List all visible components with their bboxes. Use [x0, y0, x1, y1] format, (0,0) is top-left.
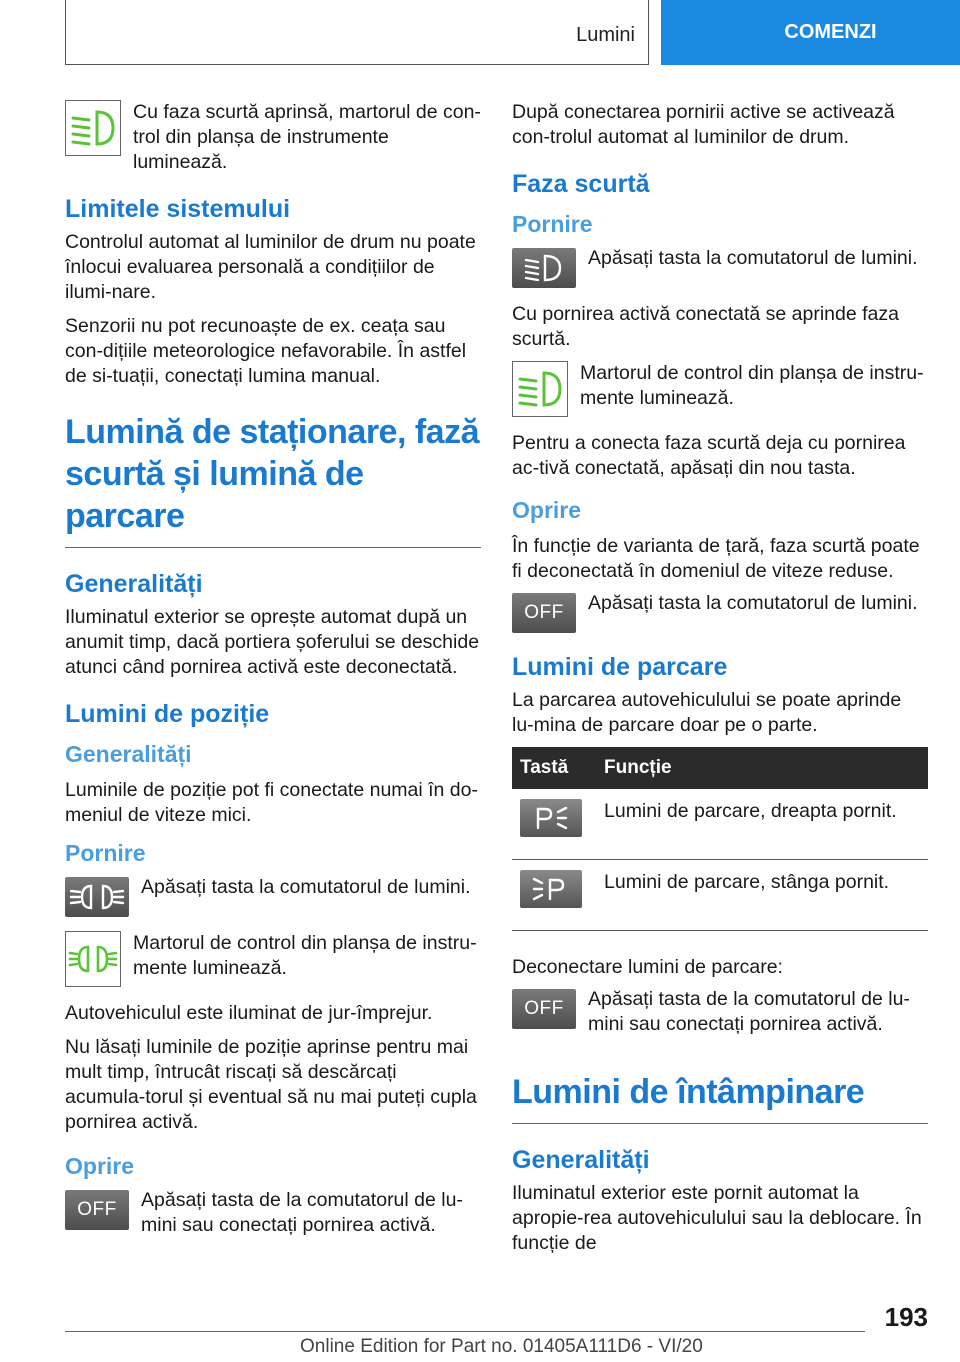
right-intro-paragraph: După conectarea pornirii active se activează con-trolul automat al luminilor de drum. [512, 101, 895, 148]
position-off-text: Apăsați tasta de la comutatorul de lu-mini sau conectați pornirea activă. [141, 1189, 463, 1236]
lowbeam-indicator-icon [65, 100, 121, 156]
lowbeam-heading: Faza scurtă [512, 170, 650, 198]
lowbeam-indicator-text-right: Martorul de control din planșa de instru-mente luminează. [580, 362, 924, 409]
page-number: 193 [884, 1302, 928, 1332]
lowbeam-on-button-row [512, 248, 928, 288]
position-indicator-icon [65, 931, 121, 987]
lowbeam-paragraph-2: Pentru a conecta faza scurtă deja cu pornirea ac-tivă conectată, apăsați din nou tasta. [512, 432, 906, 479]
parking-off-text: Apăsați tasta de la comutatorul de lu-mini sau conectați pornirea activă. [588, 988, 910, 1035]
right-column [512, 100, 928, 1265]
lowbeam-on-button-text: Apăsați tasta la comutatorul de lumini. [588, 247, 918, 269]
lowbeam-off-row [512, 593, 928, 633]
lowbeam-button-icon [512, 248, 576, 288]
position-general-heading: Generalități [65, 741, 192, 767]
lowbeam-indicator-text: Cu faza scurtă aprinsă, martorul de con-trol din planșa de instrumente luminează. [133, 101, 481, 173]
limits-heading: Limitele sistemului [65, 195, 291, 223]
lowbeam-on-heading: Pornire [512, 211, 593, 237]
welcome-paragraph: Iluminatul exterior este pornit automat la apropie-rea autovehiculului sau la deblocare. În funcție de [512, 1182, 922, 1254]
footer-divider [65, 1331, 865, 1332]
header-tab [65, 0, 649, 65]
lowbeam-off-heading: Oprire [512, 497, 582, 523]
table-row [512, 860, 928, 931]
table-cell-function: Lumini de parcare, stânga pornit. [596, 860, 928, 931]
parking-off-row [512, 989, 928, 1037]
position-on-button-row [65, 877, 481, 917]
position-indicator-row [65, 931, 481, 987]
table-header-function: Funcție [596, 747, 928, 789]
position-on-paragraph-1: Autovehiculul este iluminat de jur-împrejur. [65, 1002, 433, 1024]
lowbeam-indicator-row-right [512, 361, 928, 417]
parking-paragraph: La parcarea autovehiculului se poate aprinde lu-mina de parcare doar pe o parte. [512, 689, 902, 736]
left-column [65, 100, 481, 1252]
position-lights-heading: Lumini de poziție [65, 700, 270, 728]
welcome-general-heading: Generalități [512, 1146, 650, 1174]
limits-paragraph-1: Controlul automat al luminilor de drum nu poate înlocui evaluarea personală a condițiilor de ilumi-nare. [65, 231, 476, 303]
header-chapter: COMENZI [661, 0, 960, 65]
off-button-icon: OFF [512, 593, 576, 633]
parking-keys-table [512, 747, 928, 931]
footer-edition: Online Edition for Part no. 01405A111D6 - VI/20 [300, 1336, 703, 1357]
lowbeam-indicator-icon-right [512, 361, 568, 417]
table-cell-function: Lumini de parcare, dreapta pornit. [596, 789, 928, 860]
general-paragraph: Iluminatul exterior se oprește automat după un anumit timp, dacă portiera șoferului se deschide atunci când pornirea activă este deconectată. [65, 606, 480, 678]
position-on-paragraph-2: Nu lăsați luminile de poziție aprinse pentru mai mult timp, întrucât riscați să descărcați acumula-torul și eventual să nu mai puteți cupla pornirea activă. [65, 1036, 477, 1133]
position-on-button-text: Apăsați tasta la comutatorul de lumini. [141, 876, 471, 898]
position-indicator-text: Martorul de control din planșa de instru-mente luminează. [133, 932, 477, 979]
lowbeam-indicator-row [65, 100, 481, 175]
welcome-lights-heading: Lumini de întâmpinare [512, 1071, 928, 1124]
position-on-heading: Pornire [65, 840, 146, 866]
table-row [512, 789, 928, 860]
position-off-row [65, 1190, 481, 1238]
lowbeam-off-text: Apăsați tasta la comutatorul de lumini. [588, 592, 918, 614]
off-button-icon: OFF [512, 989, 576, 1029]
general-heading: Generalități [65, 570, 203, 598]
parking-lights-heading: Lumini de parcare [512, 653, 728, 681]
position-off-heading: Oprire [65, 1153, 135, 1179]
off-button-icon: OFF [65, 1190, 129, 1230]
limits-paragraph-2: Senzorii nu pot recunoaște de ex. ceața sau con-dițiile meteorologice nefavorabile. În astfel de si-tuații, conectați lumina manual. [65, 315, 467, 387]
lowbeam-on-paragraph: Cu pornirea activă conectată se aprinde faza scurtă. [512, 303, 899, 350]
header-section: Lumini [576, 24, 635, 46]
section-heading: Lumină de staționare, fază scurtă și lumină de parcare [65, 411, 481, 548]
parking-off-paragraph: Deconectare lumini de parcare: [512, 956, 783, 978]
parking-right-button-icon [520, 799, 582, 837]
position-general-paragraph: Luminile de poziție pot fi conectate numai în do-meniul de viteze mici. [65, 779, 478, 826]
lowbeam-off-paragraph: În funcție de varianta de țară, faza scurtă poate fi deconectată în domeniul de viteze reduse. [512, 535, 920, 582]
position-light-button-icon [65, 877, 129, 917]
parking-left-button-icon [520, 870, 582, 908]
table-header-key: Tastă [512, 747, 596, 789]
